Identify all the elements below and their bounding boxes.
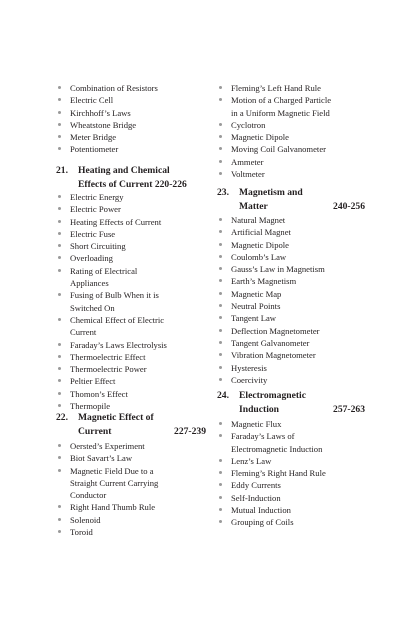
bullet-icon	[219, 292, 222, 295]
toc-item[interactable]: Heating Effects of Current	[56, 216, 167, 228]
bullet-icon	[58, 505, 61, 508]
toc-item[interactable]: Neutral Points	[217, 300, 325, 312]
bullet-icon	[219, 329, 222, 332]
toc-item[interactable]: Solenoid	[56, 514, 158, 526]
toc-item[interactable]: Thermoelectric Effect	[56, 351, 167, 363]
toc-item[interactable]: Fleming’s Left Hand Rule	[217, 82, 331, 94]
toc-item[interactable]: Magnetic Map	[217, 288, 325, 300]
bullet-icon	[219, 255, 222, 258]
toc-item[interactable]: Gauss’s Law in Magnetism	[217, 263, 325, 275]
bullet-icon	[58, 530, 61, 533]
bullet-icon	[219, 279, 222, 282]
bullet-icon	[58, 269, 61, 272]
toc-item[interactable]: Vibration Magnetometer	[217, 349, 325, 361]
bullet-icon	[58, 123, 61, 126]
bullet-icon	[58, 456, 61, 459]
toc-item[interactable]: Thermopile	[56, 400, 167, 412]
bullet-icon	[219, 123, 222, 126]
toc-item[interactable]: Voltmeter	[217, 168, 331, 180]
bullet-icon	[58, 86, 61, 89]
bullet-icon	[58, 518, 61, 521]
bullet-icon	[58, 111, 61, 114]
bullet-icon	[219, 483, 222, 486]
bullet-icon	[219, 316, 222, 319]
chapter-21-list	[56, 191, 167, 412]
bullet-icon	[219, 353, 222, 356]
bullet-icon	[58, 207, 61, 210]
bullet-icon	[58, 469, 61, 472]
toc-item[interactable]: Electric Fuse	[56, 228, 167, 240]
bullet-icon	[58, 343, 61, 346]
chapter-21-heading[interactable]: 21. Heating and Chemical Effects of Current 220-226	[56, 165, 187, 190]
bullet-icon	[219, 341, 222, 344]
toc-item[interactable]: Wheatstone Bridge	[56, 119, 158, 131]
bullet-icon	[58, 220, 61, 223]
bullet-icon	[58, 444, 61, 447]
toc-item[interactable]: Peltier Effect	[56, 375, 167, 387]
toc-item[interactable]: Motion of a Charged Particle in a Uniform Magnetic Field	[217, 94, 331, 119]
toc-item[interactable]: Eddy Currents	[217, 479, 326, 491]
toc-item[interactable]: Combination of Resistors	[56, 82, 158, 94]
toc-item[interactable]: Fusing of Bulb When it is Switched On	[56, 289, 167, 314]
chapter-24-heading[interactable]: 24. Electromagnetic Induction 257-263	[217, 390, 365, 415]
bullet-icon	[219, 147, 222, 150]
toc-item[interactable]: Toroid	[56, 526, 158, 538]
bullet-icon	[219, 267, 222, 270]
toc-item[interactable]: Short Circuiting	[56, 240, 167, 252]
toc-item[interactable]: Coulomb’s Law	[217, 251, 325, 263]
toc-item[interactable]: Kirchhoff’s Laws	[56, 107, 158, 119]
toc-item[interactable]: Thomon’s Effect	[56, 388, 167, 400]
toc-item[interactable]: Potentiometer	[56, 143, 158, 155]
toc-item[interactable]: Magnetic Dipole	[217, 239, 325, 251]
toc-item[interactable]: Oersted’s Experiment	[56, 440, 158, 452]
bullet-icon	[58, 318, 61, 321]
toc-item[interactable]: Electric Power	[56, 203, 167, 215]
chapter-23-heading[interactable]: 23. Magnetism and Matter 240-256	[217, 187, 365, 212]
bullet-icon	[58, 367, 61, 370]
toc-item[interactable]: Magnetic Dipole	[217, 131, 331, 143]
toc-item[interactable]: Moving Coil Galvanometer	[217, 143, 331, 155]
toc-item[interactable]: Natural Magnet	[217, 214, 325, 226]
bullet-icon	[219, 434, 222, 437]
bullet-icon	[219, 98, 222, 101]
chapter-22-pages: 227-239	[174, 425, 206, 437]
bullet-icon	[219, 459, 222, 462]
toc-item[interactable]: Hysteresis	[217, 362, 325, 374]
toc-item[interactable]: Mutual Induction	[217, 504, 326, 516]
bullet-icon	[58, 232, 61, 235]
toc-item[interactable]: Right Hand Thumb Rule	[56, 501, 158, 513]
bullet-icon	[58, 392, 61, 395]
right-top-list	[217, 82, 331, 180]
toc-item[interactable]: Overloading	[56, 252, 167, 264]
bullet-icon	[58, 135, 61, 138]
toc-item[interactable]: Magnetic Flux	[217, 418, 326, 430]
bullet-icon	[58, 244, 61, 247]
left-top-list	[56, 82, 158, 156]
toc-item[interactable]: Tangent Galvanometer	[217, 337, 325, 349]
bullet-icon	[219, 86, 222, 89]
toc-item[interactable]: Deflection Magnetometer	[217, 325, 325, 337]
toc-item[interactable]: Cyclotron	[217, 119, 331, 131]
bullet-icon	[219, 135, 222, 138]
bullet-icon	[219, 160, 222, 163]
bullet-icon	[219, 378, 222, 381]
toc-item[interactable]: Grouping of Coils	[217, 516, 326, 528]
chapter-23-pages: 240-256	[333, 200, 365, 212]
bullet-icon	[58, 293, 61, 296]
bullet-icon	[219, 230, 222, 233]
bullet-icon	[58, 147, 61, 150]
toc-item[interactable]: Electric Cell	[56, 94, 158, 106]
toc-item[interactable]: Rating of Electrical Appliances	[56, 265, 167, 290]
toc-item[interactable]: Self-Induction	[217, 492, 326, 504]
chapter-23-list	[217, 214, 325, 386]
toc-item[interactable]: Biot Savart’s Law	[56, 452, 158, 464]
toc-item[interactable]: Faraday’s Laws Electrolysis	[56, 339, 167, 351]
bullet-icon	[219, 366, 222, 369]
bullet-icon	[219, 422, 222, 425]
bullet-icon	[219, 508, 222, 511]
bullet-icon	[219, 172, 222, 175]
chapter-24-pages: 257-263	[333, 403, 365, 415]
chapter-22-list	[56, 440, 158, 538]
toc-item[interactable]: Ammeter	[217, 156, 331, 168]
bullet-icon	[58, 379, 61, 382]
chapter-21-pages: 220-226	[154, 178, 187, 190]
bullet-icon	[219, 304, 222, 307]
bullet-icon	[58, 256, 61, 259]
toc-item[interactable]: Tangent Law	[217, 312, 325, 324]
bullet-icon	[58, 195, 61, 198]
bullet-icon	[58, 404, 61, 407]
bullet-icon	[219, 243, 222, 246]
chapter-24-list	[217, 418, 326, 529]
bullet-icon	[219, 471, 222, 474]
toc-item[interactable]: Electric Energy	[56, 191, 167, 203]
toc-item[interactable]: Artificial Magnet	[217, 226, 325, 238]
bullet-icon	[58, 355, 61, 358]
toc-item[interactable]: Earth’s Magnetism	[217, 275, 325, 287]
chapter-22-heading[interactable]: 22. Magnetic Effect of Current 227-239	[56, 412, 206, 437]
toc-item[interactable]: Fleming’s Right Hand Rule	[217, 467, 326, 479]
bullet-icon	[219, 218, 222, 221]
toc-item[interactable]: Magnetic Field Due to a Straight Current Carrying Conductor	[56, 465, 158, 502]
toc-item[interactable]: Thermoelectric Power	[56, 363, 167, 375]
toc-item[interactable]: Chemical Effect of Electric Current	[56, 314, 167, 339]
bullet-icon	[219, 496, 222, 499]
toc-item[interactable]: Lenz’s Law	[217, 455, 326, 467]
toc-item[interactable]: Coercivity	[217, 374, 325, 386]
toc-item[interactable]: Meter Bridge	[56, 131, 158, 143]
bullet-icon	[58, 98, 61, 101]
toc-item[interactable]: Faraday’s Laws of Electromagnetic Induction	[217, 430, 326, 455]
bullet-icon	[219, 520, 222, 523]
